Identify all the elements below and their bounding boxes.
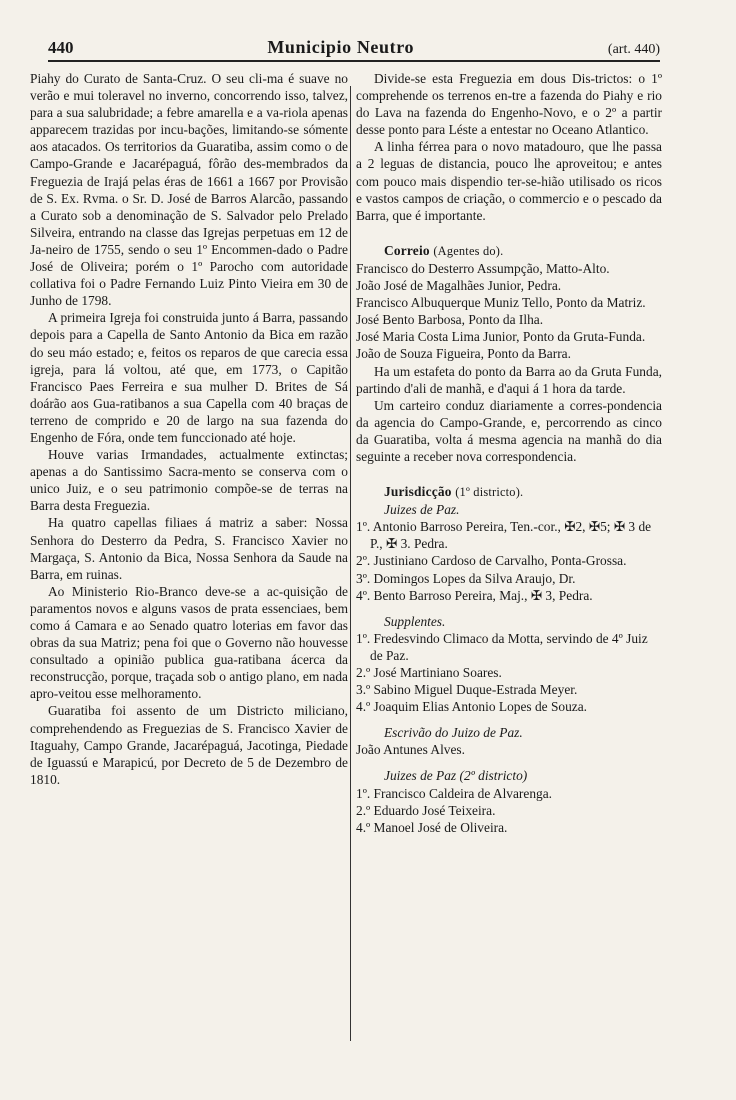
juizes-title: Juizes de Paz. <box>384 502 460 518</box>
correio-entry: José Maria Costa Lima Junior, Ponto da Gruta-Funda. <box>356 329 646 345</box>
juiz-2-entry: 1º. Francisco Caldeira de Alvarenga. <box>356 785 553 801</box>
correio-title: Correio <box>384 242 430 258</box>
juiz-entry: 1º. Antonio Barroso Pereira, Ten.-cor., ✠2, ✠5; ✠ 3 de P., ✠ 3. Pedra. <box>356 519 652 552</box>
page-title: Municipio Neutro <box>267 37 415 57</box>
escrivao-title: Escrivão do Juizo de Paz. <box>384 725 523 741</box>
column-divider <box>350 86 351 1041</box>
spacer <box>356 465 662 483</box>
article-reference: (art. 440) <box>607 42 660 57</box>
correio-entry: João de Souza Figueira, Ponto da Barra. <box>356 346 571 362</box>
juiz-entry: 3º. Domingos Lopes da Silva Araujo, Dr. <box>356 570 576 586</box>
jurisdiccao-subtitle: (1º districto). <box>455 485 524 500</box>
correio-subtitle: (Agentes do). <box>433 243 504 258</box>
right-paragraph-2: A linha férrea para o novo matadouro, que lhe passa a 2 leguas de distancia, pouco lhe aproveitou; e antes com pouco mais dispendio ter-se-hião utilisado os ricos e vastos campos de criação, o commercio e o pescado da Barra, que é importante. <box>356 139 662 223</box>
left-column <box>30 70 348 788</box>
supplente-entry: 3.º Sabino Miguel Duque-Estrada Meyer. <box>356 682 578 698</box>
correio-entry: José Bento Barbosa, Ponto da Ilha. <box>356 312 544 328</box>
juiz-entry: 2º. Justiniano Cardoso de Carvalho, Ponta-Grossa. <box>356 553 627 569</box>
spacer <box>356 224 662 242</box>
left-paragraph-1: Piahy do Curato de Santa-Cruz. O seu cli-ma é suave no verão e mui toleravel no inverno, concorrendo isso, talvez, para a sua salubridade; a febre amarella e a va-riola apenas apparecem trazidas por incu-bações, limitando-se sómente aos atacados. Os territorios da Guaratiba, assim como o de Campo-Grande e Jacarépaguá, fôrão des-membrados da Freguezia de Irajá pelas éras de 1661 a 1667 por Provisão de S. Ex. Rvma. o Sr. D. José de Barros Alarcão, passando a Curato sob a denominação de S. Salvador pelo Prelado Silveira, entrando na classe das Igrejas perpetuas em 12 de Ja-neiro de 1755, sendo o seu 1º Encommen-dado o Padre José de Oliveira; porém o 1º Parocho com autoridade collativa foi o Padre Fernando Luiz Pinto Vieira em 30 de Junho de 1798. <box>30 71 348 309</box>
correio-note: Um carteiro conduz diariamente a corres-pondencia da agencia do Campo-Grande, e, percorrendo as cinco da Guaratiba, volta á mesma agencia na manhã do dia seguinte a receber nova correspondencia. <box>356 397 662 464</box>
right-column <box>356 70 662 836</box>
escrivao-name: João Antunes Alves. <box>356 742 465 758</box>
juiz-2-entry: 4.º Manoel José de Oliveira. <box>356 819 508 835</box>
left-paragraph-3: Houve varias Irmandades, actualmente extinctas; apenas a do Santissimo Sacra-mento se conserva com o unico Juiz, e o seu patrimonio compõe-se de terras na Barra desta Freguezia. <box>30 447 348 514</box>
juiz-2-entry: 2.º Eduardo José Teixeira. <box>356 802 496 818</box>
left-paragraph-4: Ha quatro capellas filiaes á matriz a saber: Nossa Senhora do Desterro da Pedra, S. Francisco Xavier no Margaça, S. Antonio da Bica, Nossa Senhora da Saude na Barra, em ruinas. <box>30 515 348 582</box>
spacer <box>356 758 662 767</box>
left-paragraph-6: Guaratiba foi assento de um Districto miliciano, comprehendendo as Freguezias de S. Francisco Xavier de Itaguahy, Campo Grande, Jacarépaguá, Jacotinga, Piedade de Iguassú e Marapicú, por Decreto de 5 de Dezembro de 1810. <box>30 703 348 787</box>
jurisdiccao-heading <box>356 483 662 501</box>
correio-entry: João José de Magalhães Junior, Pedra. <box>356 278 562 294</box>
header-rule <box>48 60 660 62</box>
supplente-entry: 1º. Fredesvindo Climaco da Motta, servindo de 4º Juiz de Paz. <box>356 630 648 663</box>
supplente-entry: 2.º José Martiniano Soares. <box>356 665 502 680</box>
spacer <box>356 604 662 613</box>
correio-note: Ha um estafeta do ponto da Barra ao da Gruta Funda, partindo d'ali de manhã, e d'aqui á 1 hora da tarde. <box>356 363 662 396</box>
correio-entry: Francisco do Desterro Assumpção, Matto-Alto. <box>356 260 610 276</box>
correio-heading <box>356 242 662 260</box>
left-paragraph-5: Ao Ministerio Rio-Branco deve-se a ac-quisição de paramentos novos e alguns vasos de prata essenciaes, bem como á Camara e ao Senado quatro loterias em favor das obras da sua Matriz; pena foi que o Governo não houvesse consultado a opinião publica gua-ratibana ácerca da reconstrucção, porque, traçada sob o antigo plano, em nada apro-veitou esse melhoramento. <box>30 583 348 702</box>
juizes-2-title: Juizes de Paz (2º districto) <box>384 768 528 784</box>
page-header <box>48 30 660 58</box>
jurisdiccao-title: Jurisdicção <box>384 484 452 500</box>
correio-entry: Francisco Albuquerque Muniz Tello, Ponto da Matriz. <box>356 295 646 311</box>
supplentes-title: Supplentes. <box>384 613 446 629</box>
right-paragraph-1: Divide-se esta Freguezia em dous Dis-trictos: o 1º comprehende os terrenos en-tre a fazenda do Piahy e rio do Lava na fazenda do Engenho-Novo, e o 2º a partir desse ponto para Léste a entestar no Oceano Atlantico. <box>356 71 662 138</box>
left-paragraph-2: A primeira Igreja foi construida junto á Barra, passando depois para a Capella de Santo Antonio da Bica em razão do seu máo estado; e, feitos os reparos de que carecia essa igreja, para lá voltou, até que, em 1773, o Capitão Francisco Paes Ferreira e sua mulher D. Brites de Sá doárão aos Gua-ratibanos a sua Capella com 40 braças de terreno de comprido e 20 de largo na sua fazenda do Engenho de Fóra, onde tem funccionado até hoje. <box>30 310 348 445</box>
spacer <box>356 715 662 724</box>
supplente-entry: 4.º Joaquim Elias Antonio Lopes de Souza. <box>356 699 588 715</box>
page-number: 440 <box>48 38 74 57</box>
juiz-entry: 4º. Bento Barroso Pereira, Maj., ✠ 3, Pedra. <box>356 587 593 603</box>
